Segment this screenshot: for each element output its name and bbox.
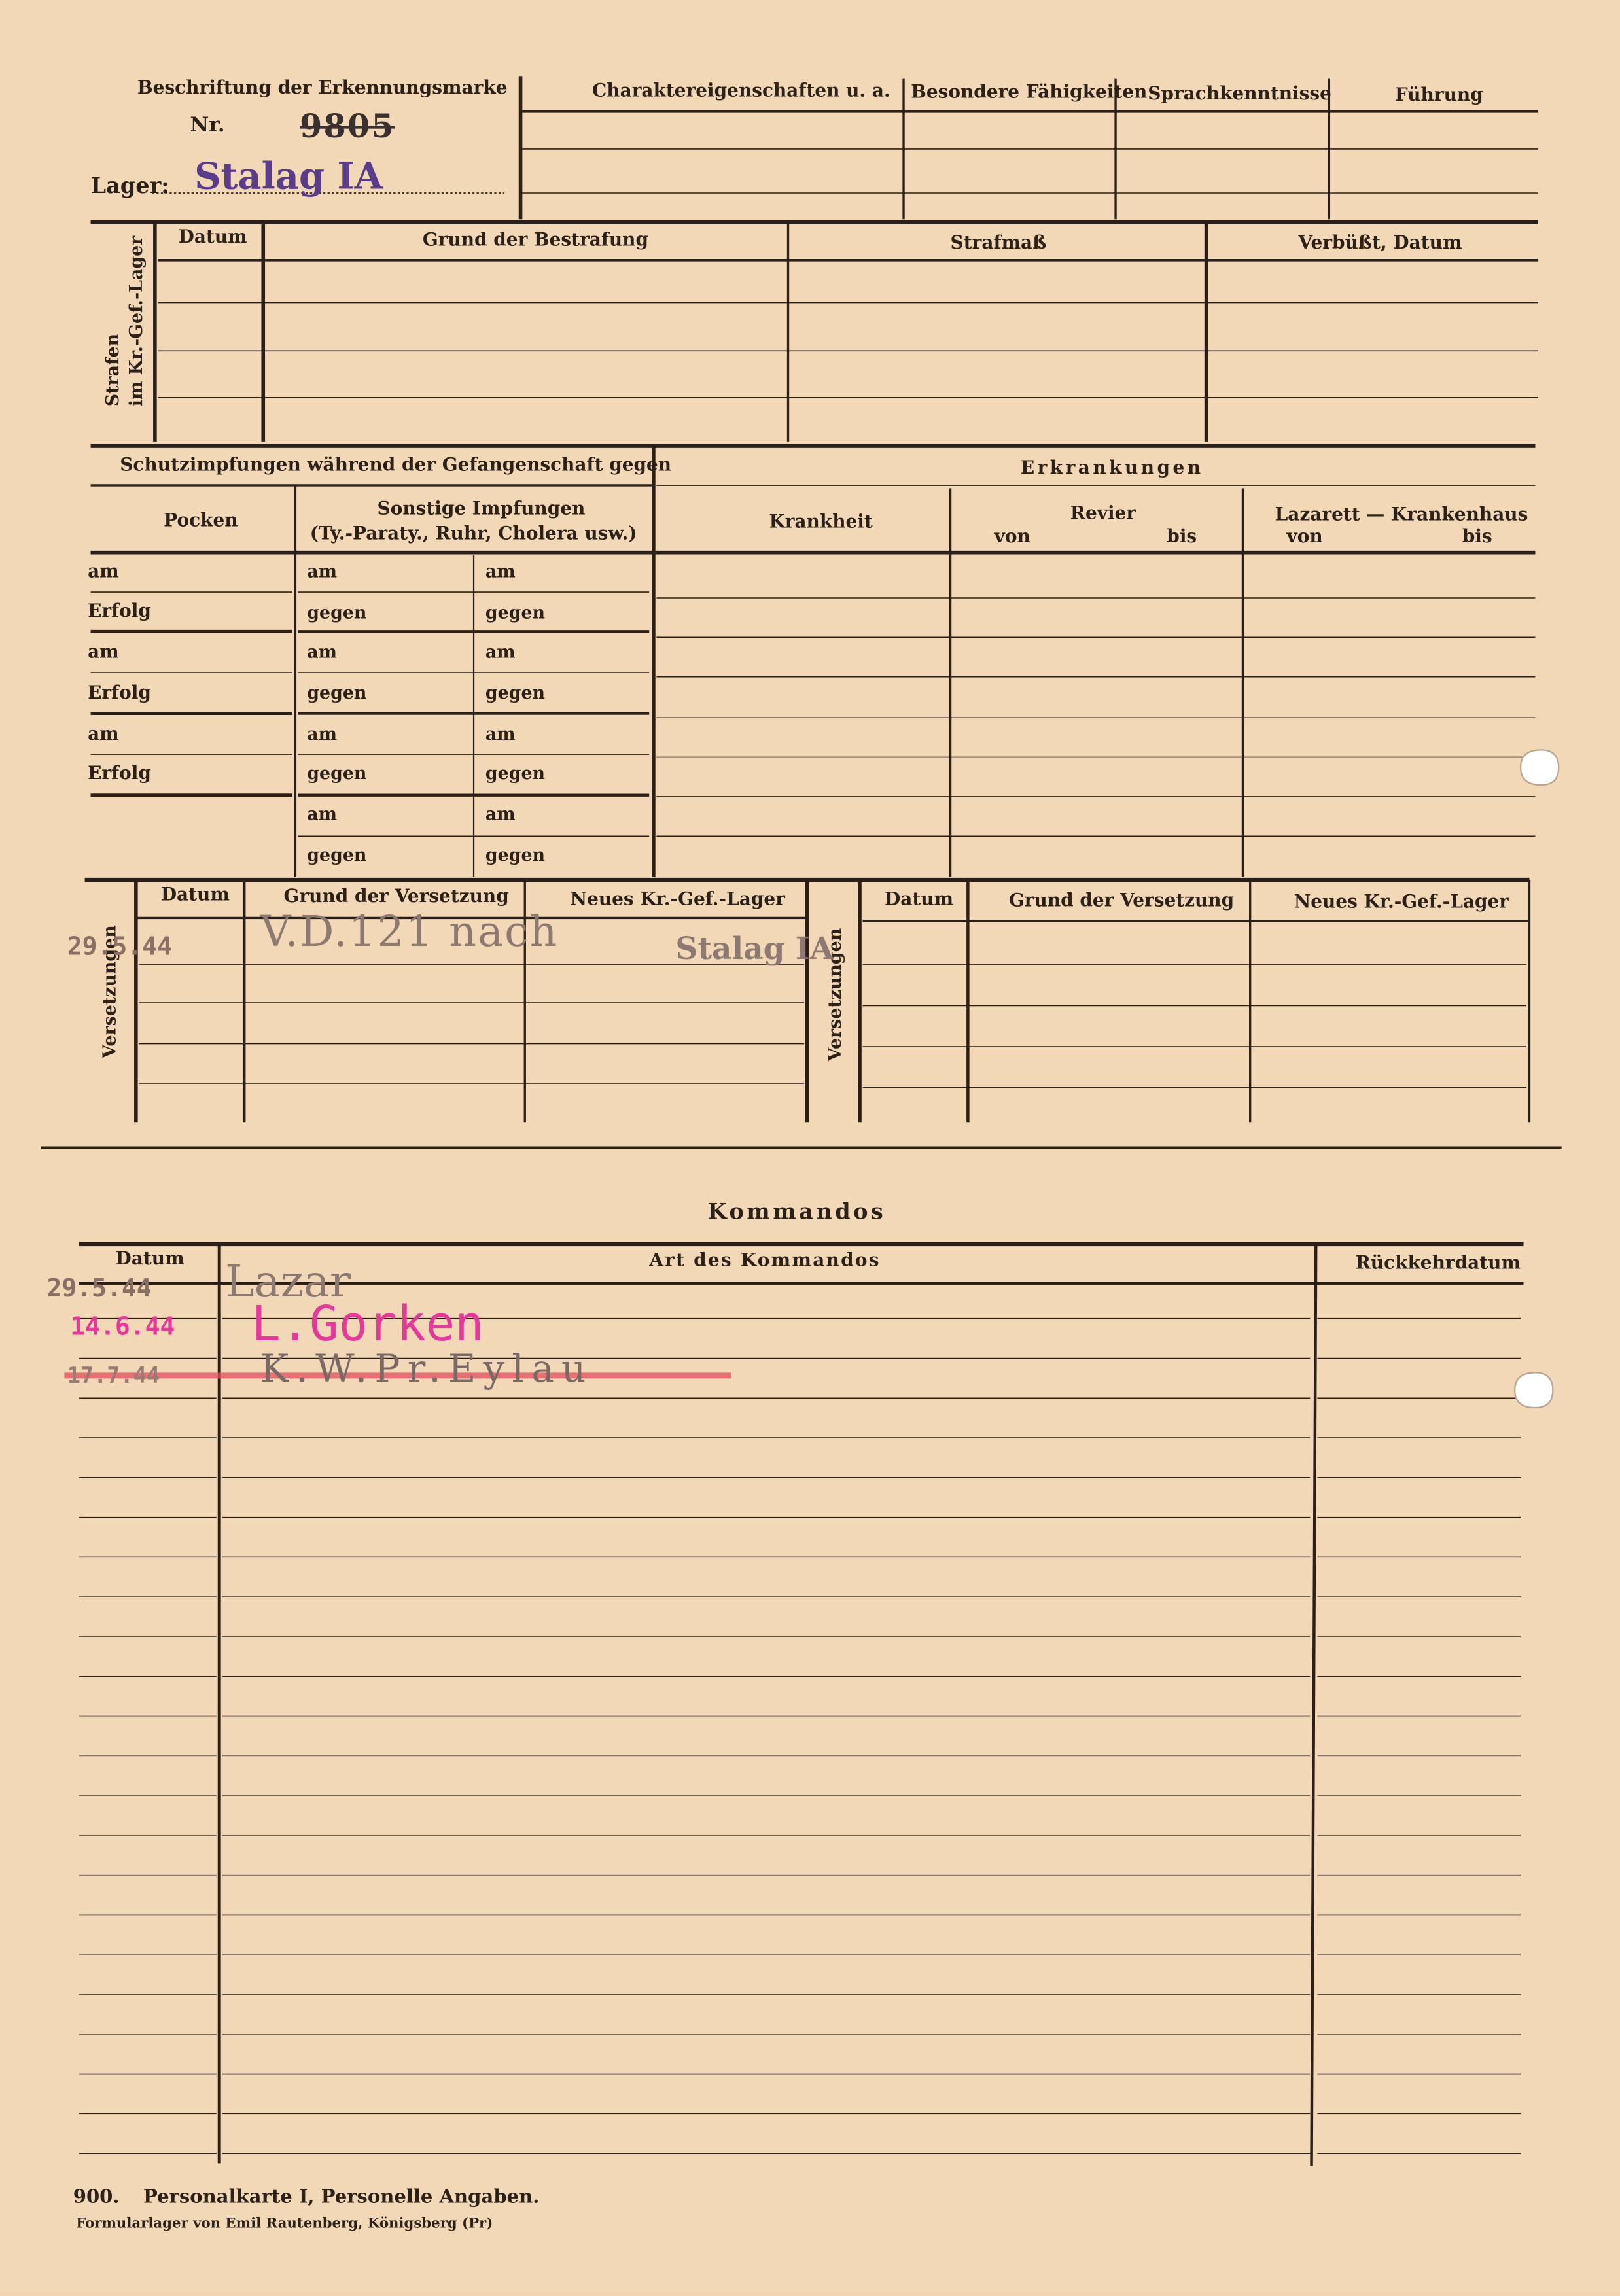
impfungen-col-sonstige-sub: (Ty.-Paraty., Ruhr, Cholera usw.) bbox=[309, 521, 637, 544]
kommandos-col-rueckkehr: Rückkehrdatum bbox=[1355, 1251, 1521, 1274]
sonstige-row-label-left: gegen bbox=[307, 682, 367, 703]
vers-col-grund-right: Grund der Versetzung bbox=[1008, 888, 1235, 911]
vers-entry-lager: Stalag IA bbox=[675, 930, 834, 967]
kommandos-title: Kommandos bbox=[707, 1198, 887, 1225]
sonstige-row-label-left: gegen bbox=[307, 763, 367, 784]
lazarett-von: von bbox=[1286, 525, 1323, 547]
sonstige-row-label-right: am bbox=[485, 804, 516, 825]
lazarett-bis: bis bbox=[1462, 525, 1492, 547]
revier-bis: bis bbox=[1167, 525, 1197, 547]
traits-col-languages: Sprachkenntnisse bbox=[1148, 82, 1331, 104]
traits-col-skills: Besondere Fähigkeiten bbox=[911, 80, 1148, 103]
pocken-row-label: Erfolg bbox=[88, 681, 151, 703]
sonstige-row-label-left: am bbox=[307, 642, 338, 663]
vers-col-grund-left: Grund der Versetzung bbox=[283, 884, 509, 907]
sonstige-row-label-right: gegen bbox=[485, 602, 546, 623]
form-number: 900. bbox=[73, 2187, 120, 2209]
form-title: Personalkarte I, Personelle Angaben. bbox=[143, 2187, 540, 2209]
kommando-entry-3-date: 17.7.44 bbox=[67, 1362, 160, 1389]
pocken-row-label: Erfolg bbox=[88, 761, 151, 784]
kommando-entry-2-date: 14.6.44 bbox=[70, 1312, 175, 1342]
id-block-title: Beschriftung der Erkennungsmarke bbox=[137, 76, 508, 98]
pocken-row-label: am bbox=[88, 640, 119, 663]
pocken-row-label: Erfolg bbox=[88, 599, 151, 621]
sonstige-row-label-right: am bbox=[485, 642, 516, 663]
impfungen-col-pocken: Pocken bbox=[164, 508, 238, 531]
printer-imprint: Formularlager von Emil Rautenberg, Königsberg (Pr) bbox=[76, 2216, 493, 2233]
traits-col-character: Charaktereigenschaften u. a. bbox=[592, 78, 890, 101]
impfungen-col-sonstige: Sonstige Impfungen bbox=[377, 496, 586, 519]
strafen-side-label-2: im Kr.-Gef.-Lager bbox=[126, 235, 147, 407]
erkrankungen-title: Erkrankungen bbox=[1020, 456, 1204, 478]
sonstige-row-label-left: am bbox=[307, 723, 338, 744]
impfungen-title: Schutzimpfungen während der Gefangenschaft gegen bbox=[120, 453, 672, 476]
lager-stamp: Stalag IA bbox=[194, 154, 383, 198]
vers-col-lager-left: Neues Kr.-Gef.-Lager bbox=[570, 887, 785, 909]
strafen-col-grund: Grund der Bestrafung bbox=[422, 228, 649, 251]
vers-entry-date: 29.5.44 bbox=[67, 932, 172, 962]
kommando-entry-1-date: 29.5.44 bbox=[46, 1274, 152, 1304]
sonstige-row-label-right: gegen bbox=[485, 844, 546, 865]
vers-col-datum-right: Datum bbox=[884, 887, 954, 909]
traits-col-conduct: Führung bbox=[1394, 83, 1483, 105]
sonstige-row-label-left: gegen bbox=[307, 844, 367, 865]
strafen-col-datum: Datum bbox=[178, 225, 247, 247]
sonstige-row-label-right: gegen bbox=[485, 763, 546, 784]
erkrankungen-col-krankheit: Krankheit bbox=[769, 510, 873, 532]
kommandos-col-datum: Datum bbox=[115, 1247, 185, 1269]
sonstige-row-label-right: am bbox=[485, 561, 516, 582]
versetzungen-side-label-left: Versetzungen bbox=[99, 925, 120, 1058]
erkrankungen-col-revier: Revier bbox=[1070, 501, 1136, 524]
sonstige-row-label-left: am bbox=[307, 804, 338, 825]
pocken-row-label: am bbox=[88, 722, 119, 744]
strafen-col-strafmass: Strafmaß bbox=[950, 231, 1047, 253]
sonstige-row-label-right: gegen bbox=[485, 682, 546, 703]
revier-von: von bbox=[994, 525, 1030, 547]
erkrankungen-col-lazarett: Lazarett — Krankenhaus bbox=[1275, 502, 1528, 525]
lager-label: Lager: bbox=[90, 172, 169, 199]
versetzungen-side-label-right: Versetzungen bbox=[824, 928, 845, 1062]
vers-col-lager-right: Neues Kr.-Gef.-Lager bbox=[1294, 890, 1509, 913]
sonstige-row-label-left: am bbox=[307, 561, 338, 582]
kommando-entry-2-text: L.Gorken bbox=[251, 1295, 484, 1353]
sonstige-row-label-left: gegen bbox=[307, 602, 367, 623]
kommando-entry-1-text: Lazar bbox=[225, 1257, 351, 1309]
nr-label: Nr. bbox=[190, 114, 225, 138]
vers-entry-grund: V.D.121 nach bbox=[260, 906, 559, 956]
strafen-col-verbuesst: Verbüßt, Datum bbox=[1298, 231, 1462, 253]
kommandos-col-art: Art des Kommandos bbox=[649, 1248, 881, 1270]
vers-col-datum-left: Datum bbox=[160, 882, 230, 905]
kommando-entry-3-text: K.W.Pr.Eylau bbox=[260, 1348, 593, 1392]
sonstige-row-label-right: am bbox=[485, 723, 516, 744]
strafen-side-label: Strafen bbox=[102, 333, 123, 407]
pocken-row-label: am bbox=[88, 559, 119, 582]
nr-value: 9805 bbox=[300, 108, 395, 147]
